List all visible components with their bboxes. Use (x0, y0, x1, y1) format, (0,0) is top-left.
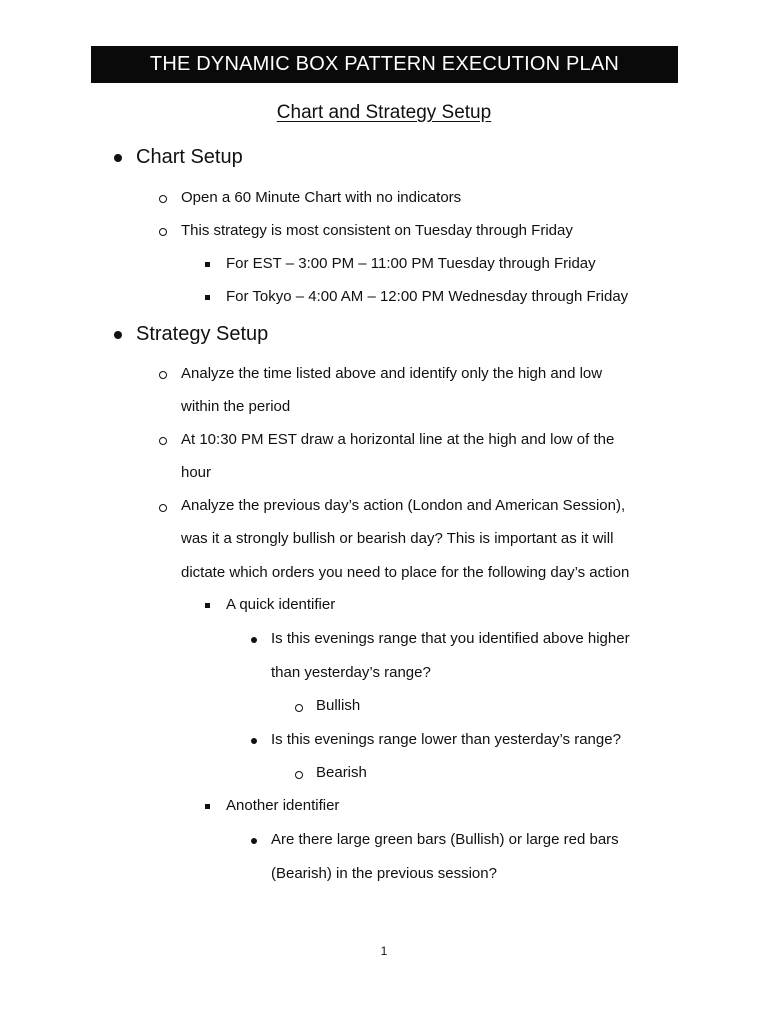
section-heading-chart-setup (114, 146, 243, 169)
square-bullet-icon (205, 804, 210, 809)
list-item: For EST – 3:00 PM – 11:00 PM Tuesday through Friday (226, 255, 596, 272)
list-item: Another identifier (226, 797, 340, 814)
square-bullet-icon (205, 262, 210, 267)
list-item: A quick identifier (226, 596, 336, 613)
list-item: Is this evenings range lower than yesterday’s range? (271, 731, 621, 748)
list-item-continuation: than yesterday’s range? (271, 664, 431, 681)
section-heading-text: Strategy Setup (136, 323, 269, 345)
circle-bullet-icon (159, 504, 167, 512)
list-item-continuation: within the period (181, 398, 291, 415)
dot-bullet-icon (251, 738, 257, 744)
list-item: For Tokyo – 4:00 AM – 12:00 PM Wednesday through Friday (226, 288, 629, 305)
square-bullet-icon (205, 603, 210, 608)
section-heading-text: Chart Setup (136, 146, 243, 168)
list-item-continuation: hour (181, 464, 212, 481)
list-item: At 10:30 PM EST draw a horizontal line at the high and low of the (181, 431, 615, 448)
list-item-continuation: was it a strongly bullish or bearish day? This is important as it will (181, 530, 614, 547)
list-item-continuation: (Bearish) in the previous session? (271, 865, 497, 882)
section-heading-strategy-setup (114, 323, 268, 346)
dot-bullet-icon (251, 637, 257, 643)
document-subtitle: Chart and Strategy Setup (276, 102, 492, 123)
bullet-icon (114, 154, 122, 162)
circle-bullet-icon (295, 771, 303, 779)
bullet-icon (114, 331, 122, 339)
list-item: Analyze the previous day’s action (London and American Session), (181, 497, 626, 514)
list-item: Analyze the time listed above and identify only the high and low (181, 365, 603, 382)
list-item: This strategy is most consistent on Tuesday through Friday (181, 222, 573, 239)
list-item: Open a 60 Minute Chart with no indicators (181, 189, 462, 206)
dot-bullet-icon (251, 838, 257, 844)
list-item: Bearish (316, 764, 367, 781)
circle-bullet-icon (159, 437, 167, 445)
circle-bullet-icon (159, 228, 167, 236)
circle-bullet-icon (159, 195, 167, 203)
list-item: Are there large green bars (Bullish) or large red bars (271, 831, 619, 848)
list-item-continuation: dictate which orders you need to place for the following day’s action (181, 564, 630, 581)
square-bullet-icon (205, 295, 210, 300)
list-item: Is this evenings range that you identified above higher (271, 630, 630, 647)
circle-bullet-icon (159, 371, 167, 379)
list-item: Bullish (316, 697, 361, 714)
circle-bullet-icon (295, 704, 303, 712)
page-number: 1 (380, 944, 388, 958)
document-title: THE DYNAMIC BOX PATTERN EXECUTION PLAN (91, 46, 678, 83)
